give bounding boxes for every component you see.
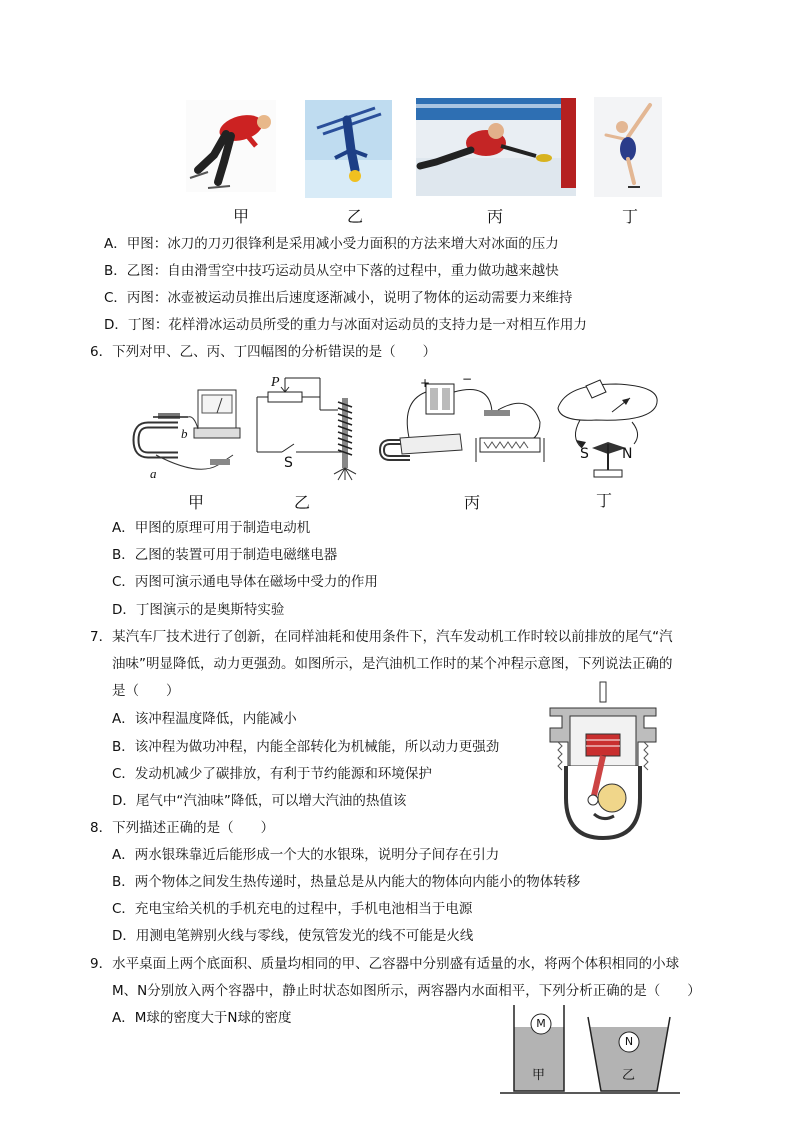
q9-ball-m-label: M	[536, 1017, 546, 1030]
q5-option-c: C．丙图：冰壶被运动员推出后速度逐渐减小，说明了物体的运动需要力来维持	[104, 290, 573, 306]
q6-option-c: C．丙图可演示通电导体在磁场中受力的作用	[112, 574, 378, 590]
q6-label-b: b	[181, 426, 188, 441]
q6-option-a: A．甲图的原理可用于制造电动机	[112, 520, 311, 536]
q6-caption-jia: 甲	[187, 493, 204, 512]
q8-option-c: C．充电宝给关机的手机充电的过程中，手机电池相当于电源	[112, 901, 473, 917]
q5-caption-jia: 甲	[232, 207, 249, 226]
q9-stem-line-1: 9．水平桌面上两个底面积、质量均相同的甲、乙容器中分别盛有适量的水，将两个体积相同的小球	[90, 956, 680, 972]
photo-curling	[416, 98, 576, 196]
q6-label-p: P	[271, 375, 280, 390]
q8-stem: 8．下列描述正确的是（ ）	[90, 820, 275, 836]
q6-caption-yi: 乙	[293, 493, 310, 512]
q7-stem-line-2: 油味”明显降低，动力更强劲。如图所示，是汽油机工作时的某个冲程示意图，下列说法正确的	[112, 656, 673, 672]
q6-stem: 6．下列对甲、乙、丙、丁四幅图的分析错误的是（ ）	[90, 344, 437, 360]
q9-container-jia-label: 甲	[532, 1068, 546, 1083]
q7-fig-engine-stroke	[548, 680, 658, 840]
q8-option-b: B．两个物体之间发生热传递时，热量总是从内能大的物体向内能小的物体转移	[112, 874, 581, 890]
q9-container-yi-label: 乙	[622, 1068, 636, 1083]
q9-option-a: A．M球的密度大于N球的密度	[112, 1010, 292, 1026]
q6-fig-bing-motor-apparatus	[380, 372, 550, 482]
photo-speed-skater	[186, 100, 276, 192]
q9-stem-line-2: M、N分别放入两个容器中，静止时状态如图所示，两容器内水面相平，下列分析正确的是（ ）	[112, 983, 701, 999]
photo-figure-skater	[594, 97, 662, 197]
q5-option-d: D．丁图：花样滑冰运动员所受的重力与冰面对运动员的支持力是一对相互作用力	[104, 317, 587, 333]
q7-stem-line-3: 是（ ）	[112, 683, 180, 699]
q6-caption-ding: 丁	[595, 491, 612, 510]
q5-caption-bing: 丙	[486, 207, 503, 226]
q9-fig-containers	[500, 1005, 680, 1097]
photo-aerial-skier	[305, 100, 392, 198]
q6-label-plus: +	[420, 376, 431, 390]
q8-option-a: A．两水银珠靠近后能形成一个大的水银珠，说明分子间存在引力	[112, 847, 500, 863]
q6-label-south: S	[580, 446, 589, 462]
q6-fig-jia-galvanometer	[128, 385, 248, 480]
q8-option-d: D．用测电笔辨别火线与零线，使氖管发光的线不可能是火线	[112, 928, 474, 944]
q9-ball-n-label: N	[624, 1035, 634, 1048]
q6-option-d: D．丁图演示的是奥斯特实验	[112, 602, 285, 618]
q5-caption-yi: 乙	[346, 207, 363, 226]
q7-stem-line-1: 7．某汽车厂技术进行了创新，在同样油耗和使用条件下，汽车发动机工作时较以前排放的尾气“汽	[90, 629, 673, 645]
q6-caption-bing: 丙	[463, 493, 480, 512]
q7-option-a: A．该冲程温度降低，内能减小	[112, 711, 297, 727]
q6-label-north: N	[622, 446, 633, 462]
q6-label-switch-s: S	[284, 455, 293, 471]
q6-fig-ding-oersted	[556, 378, 666, 483]
q7-option-c: C．发动机减少了碳排放，有利于节约能源和环境保护	[112, 766, 432, 782]
q6-label-a: a	[150, 466, 157, 481]
q7-option-d: D．尾气中“汽油味”降低，可以增大汽油的热值该	[112, 793, 407, 809]
q6-label-minus: −	[462, 372, 473, 386]
q7-option-b: B．该冲程为做功冲程，内能全部转化为机械能，所以动力更强劲	[112, 739, 500, 755]
q6-option-b: B．乙图的装置可用于制造电磁继电器	[112, 547, 338, 563]
q5-option-b: B．乙图：自由滑雪空中技巧运动员从空中下落的过程中，重力做功越来越快	[104, 263, 559, 279]
q5-option-a: A．甲图：冰刀的刀刃很锋利是采用减小受力面积的方法来增大对冰面的压力	[104, 236, 559, 252]
q5-caption-ding: 丁	[621, 207, 638, 226]
